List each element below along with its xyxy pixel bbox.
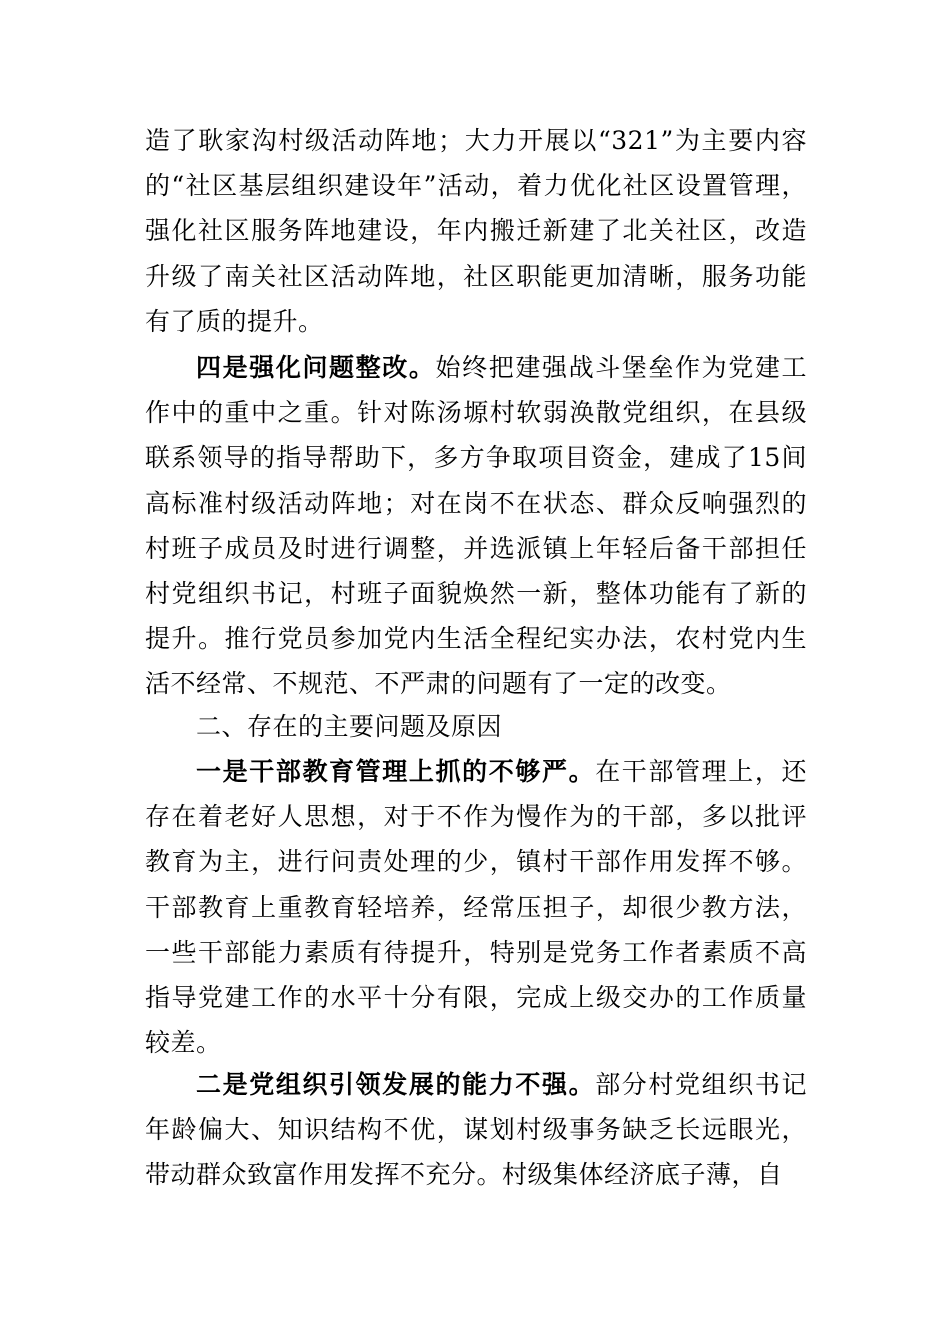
paragraph-text: 造了耿家沟村级活动阵地；大力开展以“321”为主要内容的“社区基层组织建设年”活动，着力优化社区设置管理，强化社区服务阵地建设，年内搬迁新建了北关社区，改造升级了南关社区活动阵地，社区职能更加清晰，服务功能有了质的提升。 — [145, 126, 807, 336]
paragraph-text: 部分村党组织书记年龄偏大、知识结构不优，谋划村级事务缺乏长远眼光，带动群众致富作用发挥不充分。村级集体经济底子薄，自 — [145, 1070, 807, 1190]
paragraph-lead: 四是强化问题整改。 — [196, 353, 436, 382]
paragraph-cadre-management — [145, 749, 807, 1065]
paragraph-text: 在干部管理上，还存在着老好人思想，对于不作为慢作为的干部，多以批评教育为主，进行问责处理的少，镇村干部作用发挥不够。干部教育上重教育轻培养，经常压担子，却很少教方法，一些干部能力素质有待提升，特别是党务工作者素质不高指导党建工作的水平十分有限，完成上级交办的工作质量较差。 — [145, 757, 807, 1058]
paragraph-lead: 一是干部教育管理上抓的不够严。 — [196, 757, 596, 786]
paragraph-party-leadership — [145, 1062, 807, 1198]
paragraph-text: 始终把建强战斗堡垒作为党建工作中的重中之重。针对陈汤塬村软弱涣散党组织，在县级联系领导的指导帮助下，多方争取项目资金，建成了15间高标准村级活动阵地；对在岗不在状态、群众反响强烈的村班子成员及时进行调整，并选派镇上年轻后备干部担任村党组织书记，村班子面貌焕然一新，整体功能有了新的提升。推行党员参加党内生活全程纪实办法，农村党内生活不经常、不规范、不严肃的问题有了一定的改变。 — [145, 353, 807, 699]
paragraph-problem-rectification — [145, 345, 807, 707]
paragraph-continuation — [145, 118, 807, 344]
section-heading-text: 二、存在的主要问题及原因 — [196, 712, 503, 741]
section-heading — [145, 704, 807, 749]
paragraph-lead: 二是党组织引领发展的能力不强。 — [196, 1070, 596, 1099]
